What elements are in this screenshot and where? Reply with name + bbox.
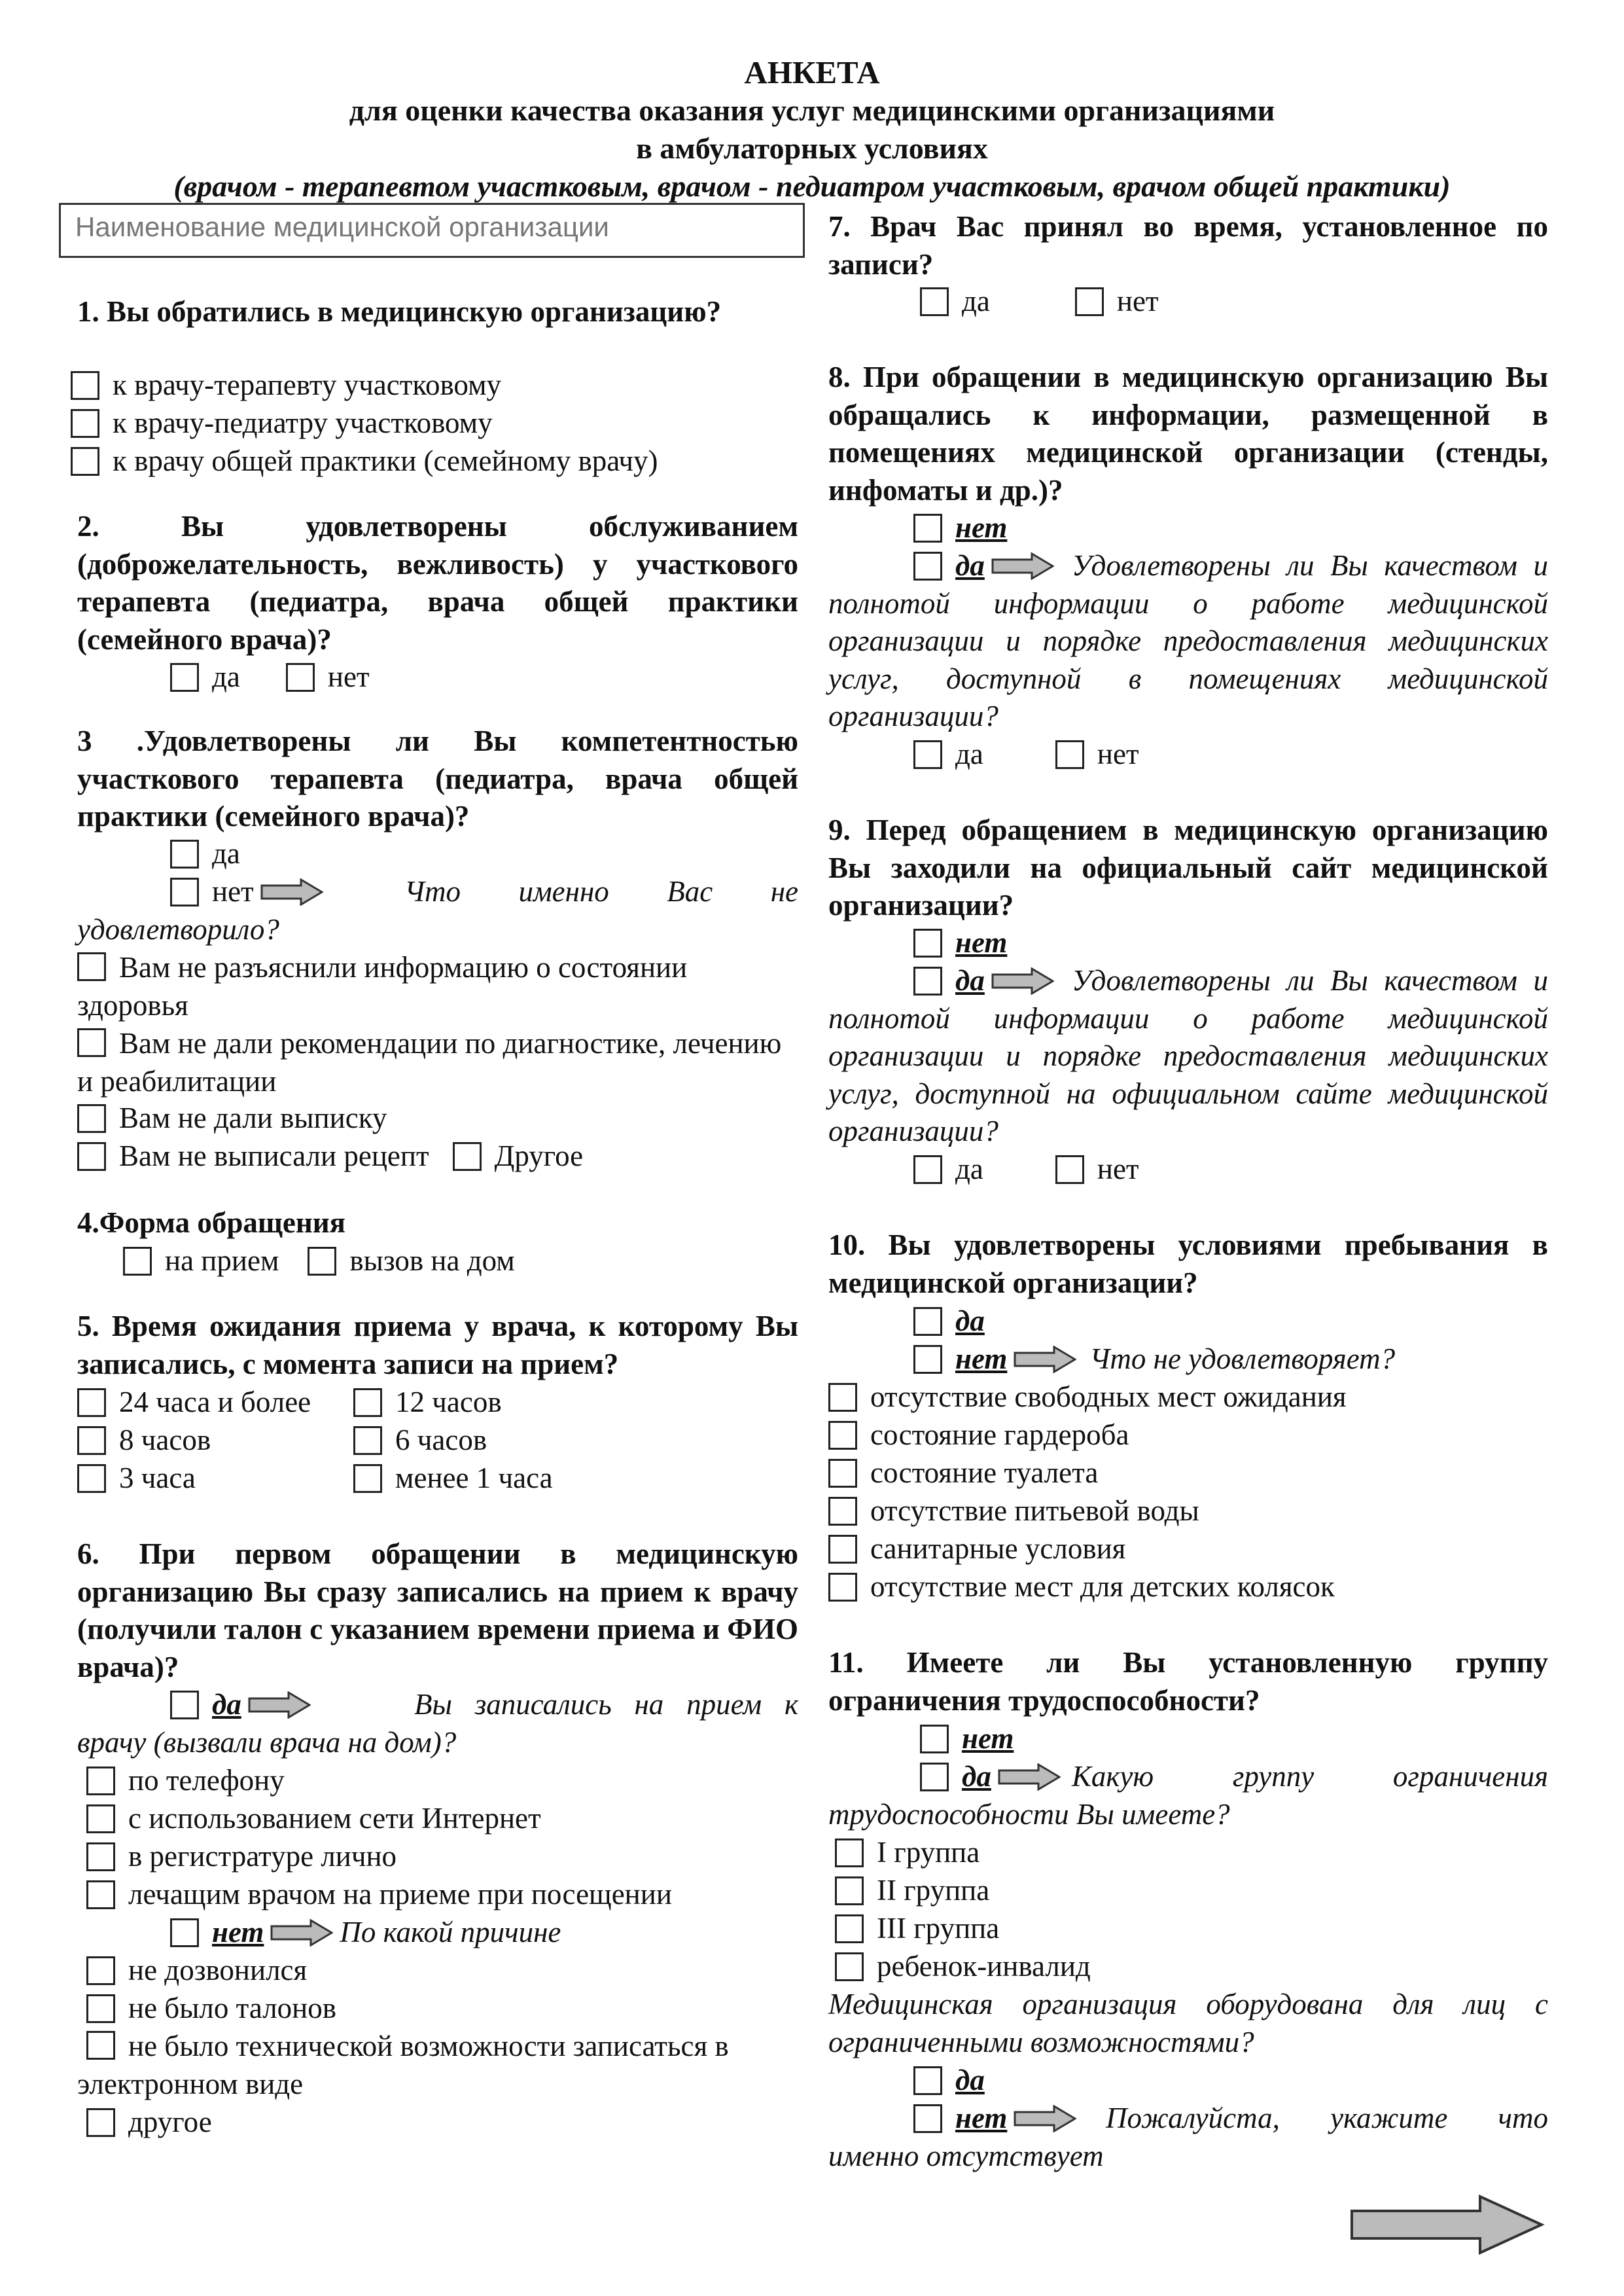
checkbox[interactable] bbox=[77, 1028, 106, 1057]
checkbox[interactable] bbox=[913, 514, 942, 543]
q11-option-4[interactable]: ребенок-инвалид bbox=[835, 1948, 1091, 1986]
q8-no[interactable]: нет bbox=[913, 509, 1007, 547]
q11-follow: Какую группу ограничения трудоспособности Вы имеете? bbox=[828, 1760, 1548, 1831]
checkbox[interactable] bbox=[828, 1573, 857, 1602]
checkbox[interactable] bbox=[353, 1464, 382, 1493]
checkbox[interactable] bbox=[835, 1876, 864, 1905]
checkbox[interactable] bbox=[77, 1104, 106, 1133]
q11-option-3[interactable]: III группа bbox=[835, 1910, 999, 1948]
checkbox[interactable] bbox=[353, 1388, 382, 1417]
q6-yes-option-2[interactable]: с использованием сети Интернет bbox=[86, 1800, 541, 1838]
question-8: 8. При обращении в медицинскую организацию Вы обращались к информации, размещенной в помещениях медицинской организации (стенды, инфоматы и др.)? bbox=[828, 361, 1548, 507]
checkbox[interactable] bbox=[913, 2066, 942, 2095]
checkbox[interactable] bbox=[913, 929, 942, 958]
next-page-arrow-icon[interactable] bbox=[1349, 2194, 1545, 2255]
question-9: 9. Перед обращением в медицинскую организацию Вы заходили на официальный сайт медицинской организации? bbox=[828, 814, 1548, 922]
checkbox-other[interactable] bbox=[453, 1142, 482, 1171]
organization-name-field[interactable]: Наименование медицинской организации bbox=[59, 203, 805, 258]
q11-equipment-no[interactable]: нет bbox=[913, 2100, 1083, 2138]
q5-option-5[interactable]: 3 часа bbox=[77, 1460, 196, 1498]
q10-option-4[interactable]: отсутствие питьевой воды bbox=[828, 1492, 1199, 1530]
q6-no-option-2[interactable]: не было талонов bbox=[86, 1990, 336, 2028]
checkbox[interactable] bbox=[913, 1345, 942, 1374]
checkbox[interactable] bbox=[71, 447, 99, 476]
checkbox-home-call[interactable] bbox=[308, 1247, 336, 1276]
q11-equipment-question: Медицинская организация оборудована для лиц с ограниченными возможностями? bbox=[828, 1988, 1548, 2058]
q5-option-6[interactable]: менее 1 часа bbox=[353, 1460, 553, 1498]
checkbox[interactable] bbox=[77, 1426, 106, 1455]
form-title: АНКЕТА bbox=[744, 54, 880, 90]
q3-option-4[interactable]: Вам не выписали рецепт Другое bbox=[77, 1138, 583, 1175]
q4-answers: на прием вызов на дом bbox=[123, 1242, 515, 1280]
checkbox-no[interactable] bbox=[1075, 287, 1104, 316]
checkbox-yes[interactable] bbox=[913, 740, 942, 769]
checkbox[interactable] bbox=[828, 1497, 857, 1526]
q11-option-1[interactable]: I группа bbox=[835, 1834, 980, 1872]
checkbox[interactable] bbox=[86, 1956, 115, 1985]
checkbox[interactable] bbox=[86, 1880, 115, 1909]
checkbox[interactable] bbox=[353, 1426, 382, 1455]
q8-follow: Удовлетворены ли Вы качеством и полнотой информации о работе медицинской организации и порядке предоставления медицинских услуг, доступной в помещениях медицинской организации? bbox=[828, 549, 1548, 733]
q2-answers: да нет bbox=[170, 658, 370, 696]
checkbox-no[interactable] bbox=[1055, 1155, 1084, 1184]
q6-yes-option-4[interactable]: лечащим врачом на приеме при посещении bbox=[86, 1876, 672, 1914]
q10-option-6[interactable]: отсутствие мест для детских колясок bbox=[828, 1568, 1335, 1606]
checkbox[interactable] bbox=[86, 1804, 115, 1833]
question-6: 6. При первом обращении в медицинскую организацию Вы сразу записались на прием к врачу (получили талон с указанием времени приема и ФИО врача)? bbox=[77, 1537, 798, 1683]
arrow-right-icon bbox=[1014, 1346, 1076, 1373]
q3-no[interactable]: нет bbox=[170, 873, 330, 911]
checkbox[interactable] bbox=[828, 1459, 857, 1488]
q11-equipment-yes[interactable]: да bbox=[913, 2062, 985, 2100]
q5-option-1[interactable]: 24 часа и более bbox=[77, 1384, 311, 1422]
q9-yes[interactable]: да bbox=[913, 962, 1061, 1000]
form-subtitle-2: в амбулаторных условиях bbox=[636, 132, 988, 165]
q9-sub-answers: да нет bbox=[913, 1151, 1139, 1189]
checkbox[interactable] bbox=[913, 1307, 942, 1336]
q9-no[interactable]: нет bbox=[913, 924, 1007, 962]
checkbox[interactable] bbox=[828, 1383, 857, 1412]
q6-yes-follow: Вы записались на прием к врачу (вызвали врача на дом)? bbox=[77, 1688, 798, 1759]
q3-yes[interactable]: да bbox=[170, 835, 240, 873]
checkbox[interactable] bbox=[86, 1842, 115, 1871]
q11-yes[interactable]: да bbox=[920, 1758, 1067, 1796]
question-11: 11. Имеете ли Вы установленную группу ограничения трудоспособности? bbox=[828, 1646, 1548, 1717]
q8-sub-answers: да нет bbox=[913, 736, 1139, 774]
form-subtitle: для оценки качества оказания услуг медицинскими организациями bbox=[349, 94, 1275, 127]
checkbox-no[interactable] bbox=[286, 663, 315, 692]
checkbox-yes[interactable] bbox=[920, 287, 949, 316]
checkbox[interactable] bbox=[77, 952, 106, 981]
checkbox-yes[interactable] bbox=[913, 1155, 942, 1184]
q10-option-3[interactable]: состояние туалета bbox=[828, 1454, 1098, 1492]
checkbox[interactable] bbox=[71, 371, 99, 400]
checkbox[interactable] bbox=[828, 1535, 857, 1564]
question-5: 5. Время ожидания приема у врача, к которому Вы записались, с момента записи на прием? bbox=[77, 1310, 798, 1380]
checkbox[interactable] bbox=[86, 2108, 115, 2137]
q1-option-1[interactable]: к врачу-терапевту участковому bbox=[71, 367, 501, 404]
q6-no[interactable]: нет По какой причине bbox=[170, 1914, 561, 1952]
checkbox[interactable] bbox=[86, 1994, 115, 2023]
question-2: 2. Вы удовлетворены обслуживанием (доброжелательность, вежливость) у участкового терапевта (педиатра, врача общей практики (семейного врача)? bbox=[77, 510, 798, 656]
q5-option-4[interactable]: 6 часов bbox=[353, 1422, 487, 1460]
arrow-right-icon bbox=[270, 1919, 333, 1946]
checkbox[interactable] bbox=[86, 2031, 115, 2060]
checkbox[interactable] bbox=[71, 409, 99, 438]
q1-option-3[interactable]: к врачу общей практики (семейному врачу) bbox=[71, 442, 658, 480]
q3-option-1[interactable]: Вам не разъяснили информацию о состоянии здоровья bbox=[77, 951, 688, 1022]
checkbox[interactable] bbox=[170, 1918, 199, 1947]
question-4: 4.Форма обращения bbox=[77, 1206, 346, 1239]
checkbox[interactable] bbox=[920, 1725, 949, 1753]
q3-follow: Что именно Вас не удовлетворило? bbox=[77, 875, 798, 946]
question-7: 7. Врач Вас принял во время, установленное по записи? bbox=[828, 210, 1548, 281]
q3-option-2[interactable]: Вам не дали рекомендации по диагностике, лечению и реабилитации bbox=[77, 1027, 782, 1098]
checkbox-yes[interactable] bbox=[170, 663, 199, 692]
checkbox[interactable] bbox=[77, 1142, 106, 1171]
q6-yes-option-1[interactable]: по телефону bbox=[86, 1762, 285, 1800]
question-10: 10. Вы удовлетворены условиями пребывания в медицинской организации? bbox=[828, 1229, 1548, 1299]
checkbox-no[interactable] bbox=[1055, 740, 1084, 769]
form-subtitle-3: (врачом - терапевтом участковым, врачом - педиатром участковым, врачом общей практики) bbox=[173, 170, 1451, 203]
checkbox[interactable] bbox=[835, 1914, 864, 1943]
q10-option-1[interactable]: отсутствие свободных мест ожидания bbox=[828, 1378, 1347, 1416]
q11-no[interactable]: нет bbox=[920, 1720, 1014, 1758]
q6-yes-option-3[interactable]: в регистратуре лично bbox=[86, 1838, 397, 1876]
q8-yes[interactable]: да bbox=[913, 547, 1061, 585]
checkbox[interactable] bbox=[835, 1952, 864, 1981]
q1-option-2[interactable]: к врачу-педиатру участковому bbox=[71, 404, 493, 442]
q10-no[interactable]: нет Что не удовлетворяет? bbox=[913, 1340, 1395, 1378]
q6-yes[interactable]: да bbox=[170, 1686, 317, 1724]
checkbox[interactable] bbox=[835, 1839, 864, 1867]
q5-option-2[interactable]: 12 часов bbox=[353, 1384, 502, 1422]
q10-option-5[interactable]: санитарные условия bbox=[828, 1530, 1125, 1568]
checkbox[interactable] bbox=[77, 1464, 106, 1493]
question-1: 1. Вы обратились в медицинскую организацию? bbox=[77, 295, 722, 328]
q10-yes[interactable]: да bbox=[913, 1302, 985, 1340]
checkbox[interactable] bbox=[77, 1388, 106, 1417]
q6-no-option-4[interactable]: другое bbox=[86, 2104, 212, 2142]
question-3: 3 .Удовлетворены ли Вы компетентностью участкового терапевта (педиатра, врача общей практики (семейного врача)? bbox=[77, 725, 798, 833]
checkbox[interactable] bbox=[828, 1421, 857, 1450]
q6-no-option-1[interactable]: не дозвонился bbox=[86, 1952, 307, 1990]
checkbox[interactable] bbox=[86, 1767, 115, 1795]
q5-option-3[interactable]: 8 часов bbox=[77, 1422, 211, 1460]
q6-no-option-3[interactable]: не было технической возможности записаться в электронном виде bbox=[77, 2030, 729, 2100]
checkbox-office-visit[interactable] bbox=[123, 1247, 152, 1276]
q3-option-3[interactable]: Вам не дали выписку bbox=[77, 1100, 387, 1138]
q11-option-2[interactable]: II группа bbox=[835, 1872, 989, 1910]
q11-equipment-follow: Пожалуйста, укажите что именно отсутствует bbox=[828, 2102, 1548, 2172]
checkbox[interactable] bbox=[170, 840, 199, 869]
q10-option-2[interactable]: состояние гардероба bbox=[828, 1416, 1129, 1454]
q9-follow: Удовлетворены ли Вы качеством и полнотой информации о работе медицинской организации и порядке предоставления медицинских услуг, доступной на официальном сайте медицинской организации? bbox=[828, 964, 1548, 1148]
q7-answers: да нет bbox=[920, 283, 1159, 321]
